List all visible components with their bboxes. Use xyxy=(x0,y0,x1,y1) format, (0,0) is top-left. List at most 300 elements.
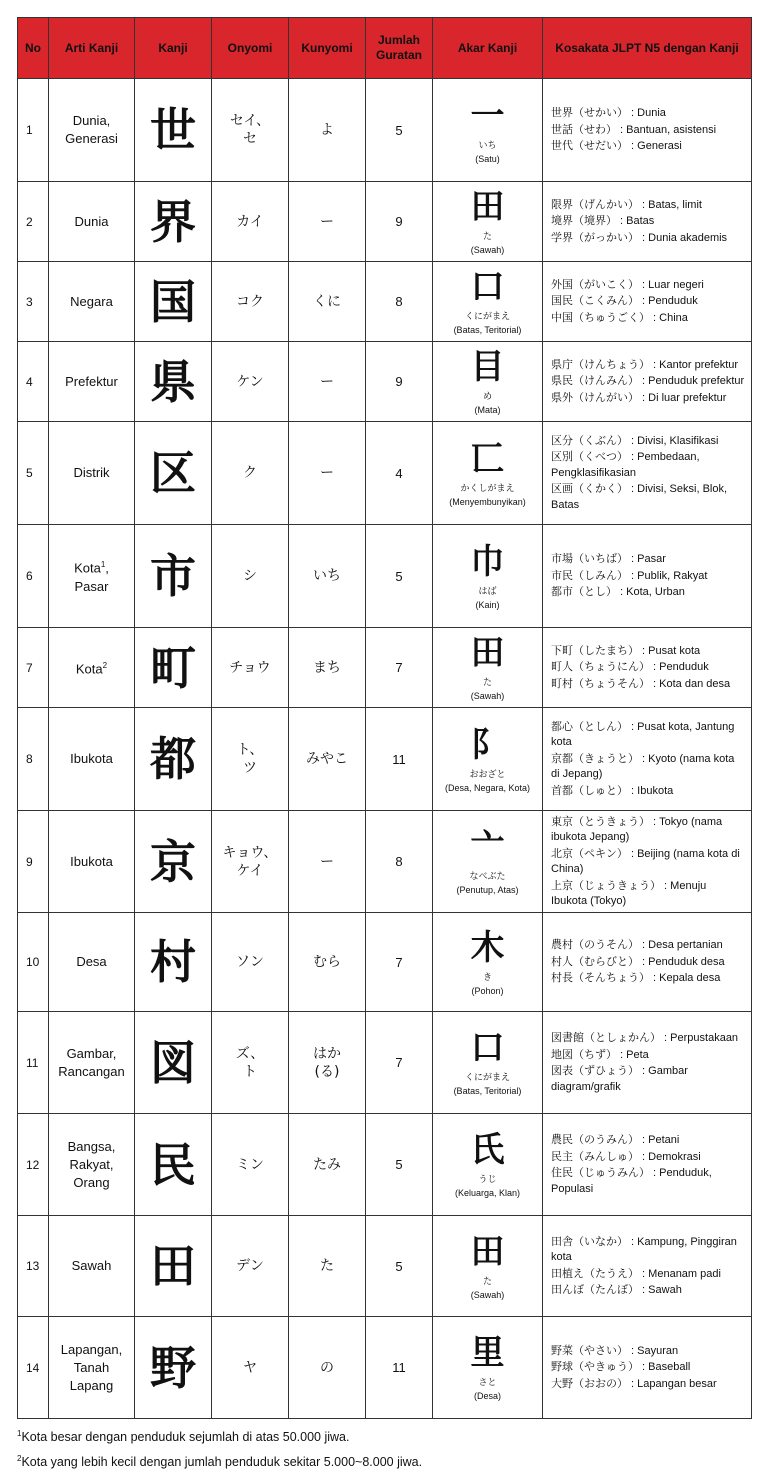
onyomi-reading: ケン xyxy=(236,373,264,390)
vocabulary-cell xyxy=(543,1216,752,1317)
vocabulary-entry: 市民（しみん） : Publik, Rakyat xyxy=(551,568,708,582)
radical-char: 巾 xyxy=(470,541,505,582)
vocabulary-word: 下町（したまち） xyxy=(551,643,639,657)
vocabulary-meaning: Tokyo (nama ibukota Jepang) xyxy=(551,815,723,843)
onyomi-cell xyxy=(212,1012,289,1114)
onyomi-cell xyxy=(212,913,289,1012)
kunyomi-reading: むら xyxy=(313,954,341,970)
stroke-count: 5 xyxy=(366,1114,433,1216)
vocabulary-entry: 世界（せかい） : Dunia xyxy=(551,106,666,120)
kanji-table xyxy=(17,17,752,1419)
meaning-cell xyxy=(49,913,135,1012)
meaning-text: Tanah xyxy=(73,1359,110,1375)
vocabulary-word: 田んぼ（たんぼ） xyxy=(551,1283,639,1296)
vocabulary-entry: 上京（じょうきょう） : Menuju Ibukota (Tokyo) xyxy=(551,878,707,907)
kanji-char: 京 xyxy=(135,811,212,913)
radical-reading: かくしがまえ xyxy=(460,483,515,494)
vocabulary-entry: 図書館（としょかん） : Perpustakaan xyxy=(551,1031,739,1044)
column-header: Onyomi xyxy=(212,18,289,79)
onyomi-reading: デン xyxy=(236,1258,264,1274)
vocabulary-word: 住民（じゅうみん） xyxy=(551,1166,650,1179)
vocabulary-entry: 世話（せわ） : Bantuan, asistensi xyxy=(551,122,717,136)
table-body xyxy=(18,79,752,1419)
vocabulary-entry: 京都（きょうと） : Kyoto (nama kota di Jepang) xyxy=(551,751,735,781)
onyomi-reading: カイ xyxy=(236,213,264,230)
vocabulary-entry: 中国（ちゅうごく） : China xyxy=(551,310,688,324)
meaning-line xyxy=(53,1063,130,1081)
radical-meaning: (Satu) xyxy=(475,153,500,164)
vocabulary-meaning: Kepala desa xyxy=(659,972,721,985)
radical-reading: た xyxy=(482,678,492,688)
vocabulary-meaning: Menanam padi xyxy=(648,1267,721,1280)
row-number: 5 xyxy=(18,422,49,525)
table-row xyxy=(18,422,752,525)
vocabulary-entry: 外国（がいこく） : Luar negeri xyxy=(551,277,704,291)
meaning-text: Negara xyxy=(70,293,113,309)
table-row xyxy=(18,913,752,1012)
radical-meaning: (Sawah) xyxy=(470,245,505,255)
vocabulary-entry: 首都（しゅと） : Ibukota xyxy=(551,783,674,797)
kunyomi-reading: よ xyxy=(320,122,334,138)
vocabulary-word: 上京（じょうきょう） xyxy=(551,878,661,892)
vocabulary-word: 境界（境界） xyxy=(551,214,617,228)
meaning-text: Kota xyxy=(75,661,103,677)
vocabulary-entry: 住民（じゅうみん） : Penduduk, Populasi xyxy=(551,1166,712,1195)
meaning-line xyxy=(53,1156,130,1174)
radical-meaning: (Kain) xyxy=(475,599,500,610)
vocabulary-cell xyxy=(543,525,752,628)
vocabulary-word: 首都（しゅと） xyxy=(551,783,628,797)
kunyomi-cell xyxy=(289,708,366,811)
radical-meaning: (Mata) xyxy=(474,405,501,415)
vocabulary-word: 市場（いちば） xyxy=(551,552,628,566)
table-row xyxy=(18,79,752,182)
kanji-char: 町 xyxy=(135,628,212,708)
vocabulary-word: 田植え（たうえ） xyxy=(551,1266,639,1280)
meaning-line: Kota$^1$, xyxy=(74,560,109,576)
onyomi-cell xyxy=(212,342,289,422)
vocabulary-cell xyxy=(543,913,752,1012)
meaning-text: Ibukota xyxy=(70,751,113,766)
vocabulary-meaning: Batas, limit xyxy=(648,198,702,211)
kunyomi-reading: みやこ xyxy=(306,751,348,767)
onyomi-cell xyxy=(212,628,289,708)
meaning-line xyxy=(53,1341,130,1359)
row-number: 11 xyxy=(18,1012,49,1114)
vocabulary-meaning: Peta xyxy=(626,1048,649,1061)
kanji-char: 県 xyxy=(135,342,212,422)
vocabulary-word: 村人（むらびと） xyxy=(551,954,639,968)
vocabulary-entry: 都市（とし） : Kota, Urban xyxy=(551,585,685,599)
stroke-count: 5 xyxy=(366,79,433,182)
vocabulary-entry: 区分（くぶん） : Divisi, Klasifikasi xyxy=(551,433,719,447)
vocabulary-word: 図表（ずひょう） xyxy=(551,1064,639,1077)
vocabulary-word: 農民（のうみん） xyxy=(551,1133,639,1146)
vocabulary-cell xyxy=(543,1317,752,1419)
vocabulary-cell xyxy=(543,182,752,262)
stroke-count: 5 xyxy=(366,1216,433,1317)
vocabulary-entry: 下町（したまち） : Pusat kota xyxy=(551,643,701,657)
onyomi-cell xyxy=(212,1216,289,1317)
radical-char: 里 xyxy=(470,1333,505,1373)
kunyomi-cell xyxy=(289,1317,366,1419)
radical-cell xyxy=(433,1114,543,1216)
kunyomi-reading: くに xyxy=(313,293,341,310)
onyomi-reading: ク xyxy=(243,465,257,481)
meaning-text: Rancangan xyxy=(58,1063,125,1079)
onyomi-reading: ツ xyxy=(243,760,257,776)
vocabulary-meaning: Penduduk prefektur xyxy=(648,375,745,388)
kanji-char: 世 xyxy=(135,79,212,182)
vocabulary-meaning: Demokrasi xyxy=(648,1150,701,1163)
meaning-line xyxy=(53,373,130,391)
column-header: Akar Kanji xyxy=(433,18,543,79)
vocabulary-meaning: Kota dan desa xyxy=(659,677,731,690)
row-number: 13 xyxy=(18,1216,49,1317)
vocabulary-word: 京都（きょうと） xyxy=(551,751,639,765)
radical-cell xyxy=(433,1012,543,1114)
meaning-cell xyxy=(49,79,135,182)
meaning-cell xyxy=(49,811,135,913)
onyomi-reading: ズ、 xyxy=(235,1045,265,1062)
meaning-cell xyxy=(49,1317,135,1419)
radical-cell xyxy=(433,525,543,628)
radical-char: 匸 xyxy=(470,438,505,479)
kunyomi-cell xyxy=(289,1114,366,1216)
vocabulary-entry: 町村（ちょうそん） : Kota dan desa xyxy=(551,676,731,690)
vocabulary-entry: 市場（いちば） : Pasar xyxy=(551,552,666,566)
row-number: 3 xyxy=(18,262,49,342)
meaning-cell xyxy=(49,1216,135,1317)
onyomi-cell xyxy=(212,525,289,628)
kanji-char: 区 xyxy=(135,422,212,525)
radical-reading: おおざと xyxy=(469,769,506,780)
vocabulary-entry: 田んぼ（たんぼ） : Sawah xyxy=(551,1283,682,1296)
vocabulary-meaning: Menuju Ibukota (Tokyo) xyxy=(551,879,707,907)
onyomi-cell xyxy=(212,422,289,525)
vocabulary-word: 県外（けんがい） xyxy=(551,390,639,404)
radical-reading: め xyxy=(482,392,492,402)
kanji-char: 野 xyxy=(135,1317,212,1419)
vocabulary-word: 東京（とうきょう） xyxy=(551,814,650,828)
meaning-line xyxy=(53,1377,130,1395)
vocabulary-meaning: Kampung, Pinggiran kota xyxy=(551,1235,737,1263)
vocabulary-meaning: Kota, Urban xyxy=(626,586,685,599)
row-number: 4 xyxy=(18,342,49,422)
kunyomi-cell xyxy=(289,913,366,1012)
table-row xyxy=(18,708,752,811)
radical-cell xyxy=(433,262,543,342)
stroke-count: 7 xyxy=(366,913,433,1012)
vocabulary-meaning: Luar negeri xyxy=(648,278,704,291)
vocabulary-entry: 田植え（たうえ） : Menanam padi xyxy=(551,1266,721,1280)
kanji-char: 村 xyxy=(135,913,212,1012)
vocabulary-entry: 区別（くべつ） : Pembedaan, Pengklasifikasian xyxy=(551,450,700,479)
vocabulary-entry: 県民（けんみん） : Penduduk prefektur xyxy=(551,374,745,388)
radical-reading: た xyxy=(482,1276,492,1287)
vocabulary-meaning: Pusat kota xyxy=(648,644,701,657)
meaning-line xyxy=(53,1174,130,1192)
onyomi-cell xyxy=(212,1317,289,1419)
meaning-line xyxy=(53,853,130,871)
radical-char: 阝 xyxy=(470,724,505,765)
radical-meaning: (Batas, Teritorial) xyxy=(453,325,522,335)
vocabulary-entry: 大野（おおの） : Lapangan besar xyxy=(551,1376,717,1390)
meaning-cell xyxy=(49,708,135,811)
footnote xyxy=(17,1448,751,1473)
kunyomi-reading: ー xyxy=(320,373,334,390)
kunyomi-reading: はか xyxy=(313,1045,341,1062)
kunyomi-cell xyxy=(289,628,366,708)
onyomi-cell xyxy=(212,811,289,913)
kunyomi-reading: たみ xyxy=(313,1156,341,1173)
vocabulary-word: 区分（くぶん） xyxy=(551,433,628,447)
vocabulary-meaning: Petani xyxy=(648,1134,680,1146)
meaning-text: Lapangan, xyxy=(60,1341,123,1357)
vocabulary-entry: 図表（ずひょう） : Gambar diagram/grafik xyxy=(551,1064,688,1093)
kunyomi-reading: ー xyxy=(320,853,334,870)
vocabulary-word: 大野（おおの） xyxy=(551,1376,628,1390)
vocabulary-word: 町村（ちょうそん） xyxy=(551,676,650,690)
radical-meaning: (Batas, Teritorial) xyxy=(453,1086,522,1096)
kunyomi-reading: (る) xyxy=(314,1063,340,1080)
vocabulary-entry: 県庁（けんちょう） : Kantor prefektur xyxy=(551,357,739,371)
radical-cell xyxy=(433,811,543,913)
footnote-text: Kota besar dengan penduduk sejumlah di atas 50.000 jiwa. xyxy=(21,1430,350,1445)
vocabulary-meaning: Kyoto (nama kota di Jepang) xyxy=(551,752,735,781)
onyomi-reading: シ xyxy=(243,568,257,584)
vocabulary-word: 区画（くかく） xyxy=(551,482,628,496)
row-number: 6 xyxy=(18,525,49,628)
vocabulary-entry: 区画（くかく） : Divisi, Seksi, Blok, Batas xyxy=(551,482,728,511)
radical-cell xyxy=(433,628,543,708)
radical-char: 田 xyxy=(470,1231,505,1272)
kunyomi-cell xyxy=(289,525,366,628)
stroke-count: 9 xyxy=(366,342,433,422)
stroke-count: 7 xyxy=(366,628,433,708)
radical-cell xyxy=(433,79,543,182)
meaning-cell xyxy=(49,525,135,628)
meaning-cell xyxy=(49,342,135,422)
meaning-line xyxy=(53,750,130,768)
vocabulary-meaning: Penduduk desa xyxy=(648,955,725,968)
vocabulary-meaning: Di luar prefektur xyxy=(648,391,727,404)
radical-reading: さと xyxy=(478,1378,497,1388)
row-number: 9 xyxy=(18,811,49,913)
vocabulary-entry: 村長（そんちょう） : Kepala desa xyxy=(551,971,721,985)
meaning-line xyxy=(53,130,130,148)
vocabulary-word: 村長（そんちょう） xyxy=(551,971,650,985)
onyomi-cell xyxy=(212,182,289,262)
meaning-text: Gambar, xyxy=(66,1045,117,1061)
vocabulary-meaning: Lapangan besar xyxy=(637,1377,717,1390)
radical-char: 口 xyxy=(470,1028,505,1068)
kunyomi-cell xyxy=(289,422,366,525)
stroke-count: 9 xyxy=(366,182,433,262)
vocabulary-meaning: Divisi, Klasifikasi xyxy=(637,434,719,447)
onyomi-reading: ヤ xyxy=(243,1359,257,1376)
kanji-char: 界 xyxy=(135,182,212,262)
row-number: 1 xyxy=(18,79,49,182)
vocabulary-entry: 国民（こくみん） : Penduduk xyxy=(551,294,698,308)
onyomi-cell xyxy=(212,708,289,811)
vocabulary-entry: 東京（とうきょう） : Tokyo (nama ibukota Jepang) xyxy=(551,814,723,843)
radical-reading: た xyxy=(482,232,492,242)
vocabulary-meaning: China xyxy=(659,311,688,324)
meaning-line xyxy=(53,1045,130,1063)
footnote-text: Kota yang lebih kecil dengan jumlah penduduk sekitar 5.000~8.000 jiwa. xyxy=(21,1455,423,1470)
vocabulary-word: 市民（しみん） xyxy=(551,568,628,582)
meaning-text: Bangsa, xyxy=(67,1138,116,1154)
vocabulary-meaning: Penduduk, Populasi xyxy=(551,1167,712,1195)
vocabulary-word: 図書館（としょかん） xyxy=(551,1031,661,1044)
onyomi-cell xyxy=(212,262,289,342)
meaning-cell xyxy=(49,1012,135,1114)
meaning-text: Generasi xyxy=(65,131,118,146)
table-row xyxy=(18,525,752,628)
meaning-text: Dunia xyxy=(74,213,109,229)
table-header xyxy=(18,18,752,79)
radical-cell xyxy=(433,182,543,262)
vocabulary-entry: 都心（としん） : Pusat kota, Jantung kota xyxy=(551,719,735,749)
vocabulary-word: 国民（こくみん） xyxy=(551,294,639,308)
meaning-line xyxy=(53,213,130,231)
meaning-text: Pasar xyxy=(74,578,109,594)
vocabulary-cell xyxy=(543,628,752,708)
document xyxy=(17,17,751,1473)
vocabulary-meaning: Pasar xyxy=(637,553,666,566)
table-row xyxy=(18,1114,752,1216)
vocabulary-entry: 限界（げんかい） : Batas, limit xyxy=(551,197,702,211)
kunyomi-reading: ー xyxy=(320,213,334,230)
onyomi-reading: ト、 xyxy=(236,742,264,758)
radical-meaning: (Sawah) xyxy=(470,1289,505,1300)
vocabulary-word: 県民（けんみん） xyxy=(551,374,639,388)
radical-cell xyxy=(433,1317,543,1419)
vocabulary-entry: 村人（むらびと） : Penduduk desa xyxy=(551,954,725,968)
vocabulary-meaning: Baseball xyxy=(648,1361,691,1374)
vocabulary-meaning: Sayuran xyxy=(637,1344,679,1357)
kanji-char: 都 xyxy=(135,708,212,811)
radical-cell xyxy=(433,708,543,811)
kunyomi-reading: ー xyxy=(320,465,334,481)
kunyomi-cell xyxy=(289,1216,366,1317)
stroke-count: 11 xyxy=(366,1317,433,1419)
vocabulary-meaning: Perpustakaan xyxy=(670,1032,739,1044)
radical-reading: いち xyxy=(478,140,497,151)
onyomi-reading: ミン xyxy=(236,1156,264,1173)
column-header: Kosakata JLPT N5 dengan Kanji xyxy=(543,18,752,79)
vocabulary-word: 都心（としん） xyxy=(551,719,628,733)
footnote-mark: 1 xyxy=(17,1429,22,1438)
meaning-text: Lapang xyxy=(69,1377,114,1393)
radical-meaning: (Pohon) xyxy=(471,985,504,996)
vocabulary-cell xyxy=(543,79,752,182)
vocabulary-word: 田舎（いなか） xyxy=(551,1234,628,1248)
row-number: 8 xyxy=(18,708,49,811)
vocabulary-word: 外国（がいこく） xyxy=(551,277,639,291)
table-row xyxy=(18,1012,752,1114)
vocabulary-entry: 野球（やきゅう） : Baseball xyxy=(551,1360,691,1374)
meaning-cell xyxy=(49,628,135,708)
vocabulary-word: 世話（せわ） xyxy=(551,122,617,136)
radical-char: 一 xyxy=(470,95,505,136)
meaning-line xyxy=(53,293,130,311)
vocabulary-word: 区別（くべつ） xyxy=(551,450,628,464)
vocabulary-meaning: Divisi, Seksi, Blok, Batas xyxy=(551,483,728,511)
stroke-count: 8 xyxy=(366,262,433,342)
kunyomi-reading: た xyxy=(320,1258,334,1274)
radical-reading: うじ xyxy=(478,1175,497,1185)
meaning-text: Kota xyxy=(74,560,101,576)
stroke-count: 7 xyxy=(366,1012,433,1114)
onyomi-reading: セ xyxy=(243,131,257,147)
vocabulary-word: 中国（ちゅうごく） xyxy=(551,310,650,324)
footnote xyxy=(17,1423,751,1448)
vocabulary-word: 県庁（けんちょう） xyxy=(551,357,650,371)
radical-reading: くにがまえ xyxy=(464,312,510,322)
meaning-text: Ibukota xyxy=(70,853,113,869)
vocabulary-cell xyxy=(543,262,752,342)
row-number: 10 xyxy=(18,913,49,1012)
onyomi-cell xyxy=(212,79,289,182)
meaning-text: Dunia, xyxy=(72,113,111,128)
vocabulary-word: 都市（とし） xyxy=(551,585,617,599)
radical-cell xyxy=(433,422,543,525)
meaning-line xyxy=(53,1138,130,1156)
radical-meaning: (Sawah) xyxy=(470,691,505,701)
vocabulary-meaning: Penduduk xyxy=(659,661,709,674)
vocabulary-word: 北京（ペキン） xyxy=(551,846,628,860)
stroke-count: 11 xyxy=(366,708,433,811)
stroke-count: 8 xyxy=(366,811,433,913)
radical-reading: はば xyxy=(478,586,497,597)
meaning-cell xyxy=(49,422,135,525)
radical-char: 口 xyxy=(470,267,505,307)
vocabulary-cell xyxy=(543,708,752,811)
radical-reading: くにがまえ xyxy=(464,1073,510,1083)
vocabulary-cell xyxy=(543,1012,752,1114)
vocabulary-meaning: Ibukota xyxy=(637,784,674,797)
stroke-count: 4 xyxy=(366,422,433,525)
radical-char: 田 xyxy=(470,633,505,673)
column-header: No xyxy=(18,18,49,79)
vocabulary-entry: 地図（ちず） : Peta xyxy=(551,1047,649,1061)
vocabulary-meaning: Batas xyxy=(626,215,655,228)
meaning-cell xyxy=(49,1114,135,1216)
vocabulary-meaning: Bantuan, asistensi xyxy=(626,123,717,136)
vocabulary-word: 民主（みんしゅ） xyxy=(551,1149,639,1163)
radical-reading: き xyxy=(482,972,492,983)
column-header: Jumlah Guratan xyxy=(366,18,433,79)
column-header: Arti Kanji xyxy=(49,18,135,79)
vocabulary-meaning: Generasi xyxy=(637,140,682,153)
vocabulary-meaning: Beijing (nama kota di China) xyxy=(551,847,740,875)
vocabulary-entry: 民主（みんしゅ） : Demokrasi xyxy=(551,1149,701,1163)
meaning-line xyxy=(53,578,130,596)
onyomi-cell xyxy=(212,1114,289,1216)
vocabulary-entry: 野菜（やさい） : Sayuran xyxy=(551,1343,679,1357)
meaning-line xyxy=(53,1257,130,1275)
table-row xyxy=(18,342,752,422)
table-row xyxy=(18,1317,752,1419)
vocabulary-meaning: Pusat kota, Jantung kota xyxy=(551,720,735,749)
vocabulary-entry: 北京（ペキン） : Beijing (nama kota di China) xyxy=(551,846,740,875)
vocabulary-entry: 田舎（いなか） : Kampung, Pinggiran kota xyxy=(551,1234,737,1263)
vocabulary-meaning: Penduduk xyxy=(648,295,698,308)
vocabulary-word: 学界（がっかい） xyxy=(551,230,639,244)
meaning-line xyxy=(53,953,130,971)
